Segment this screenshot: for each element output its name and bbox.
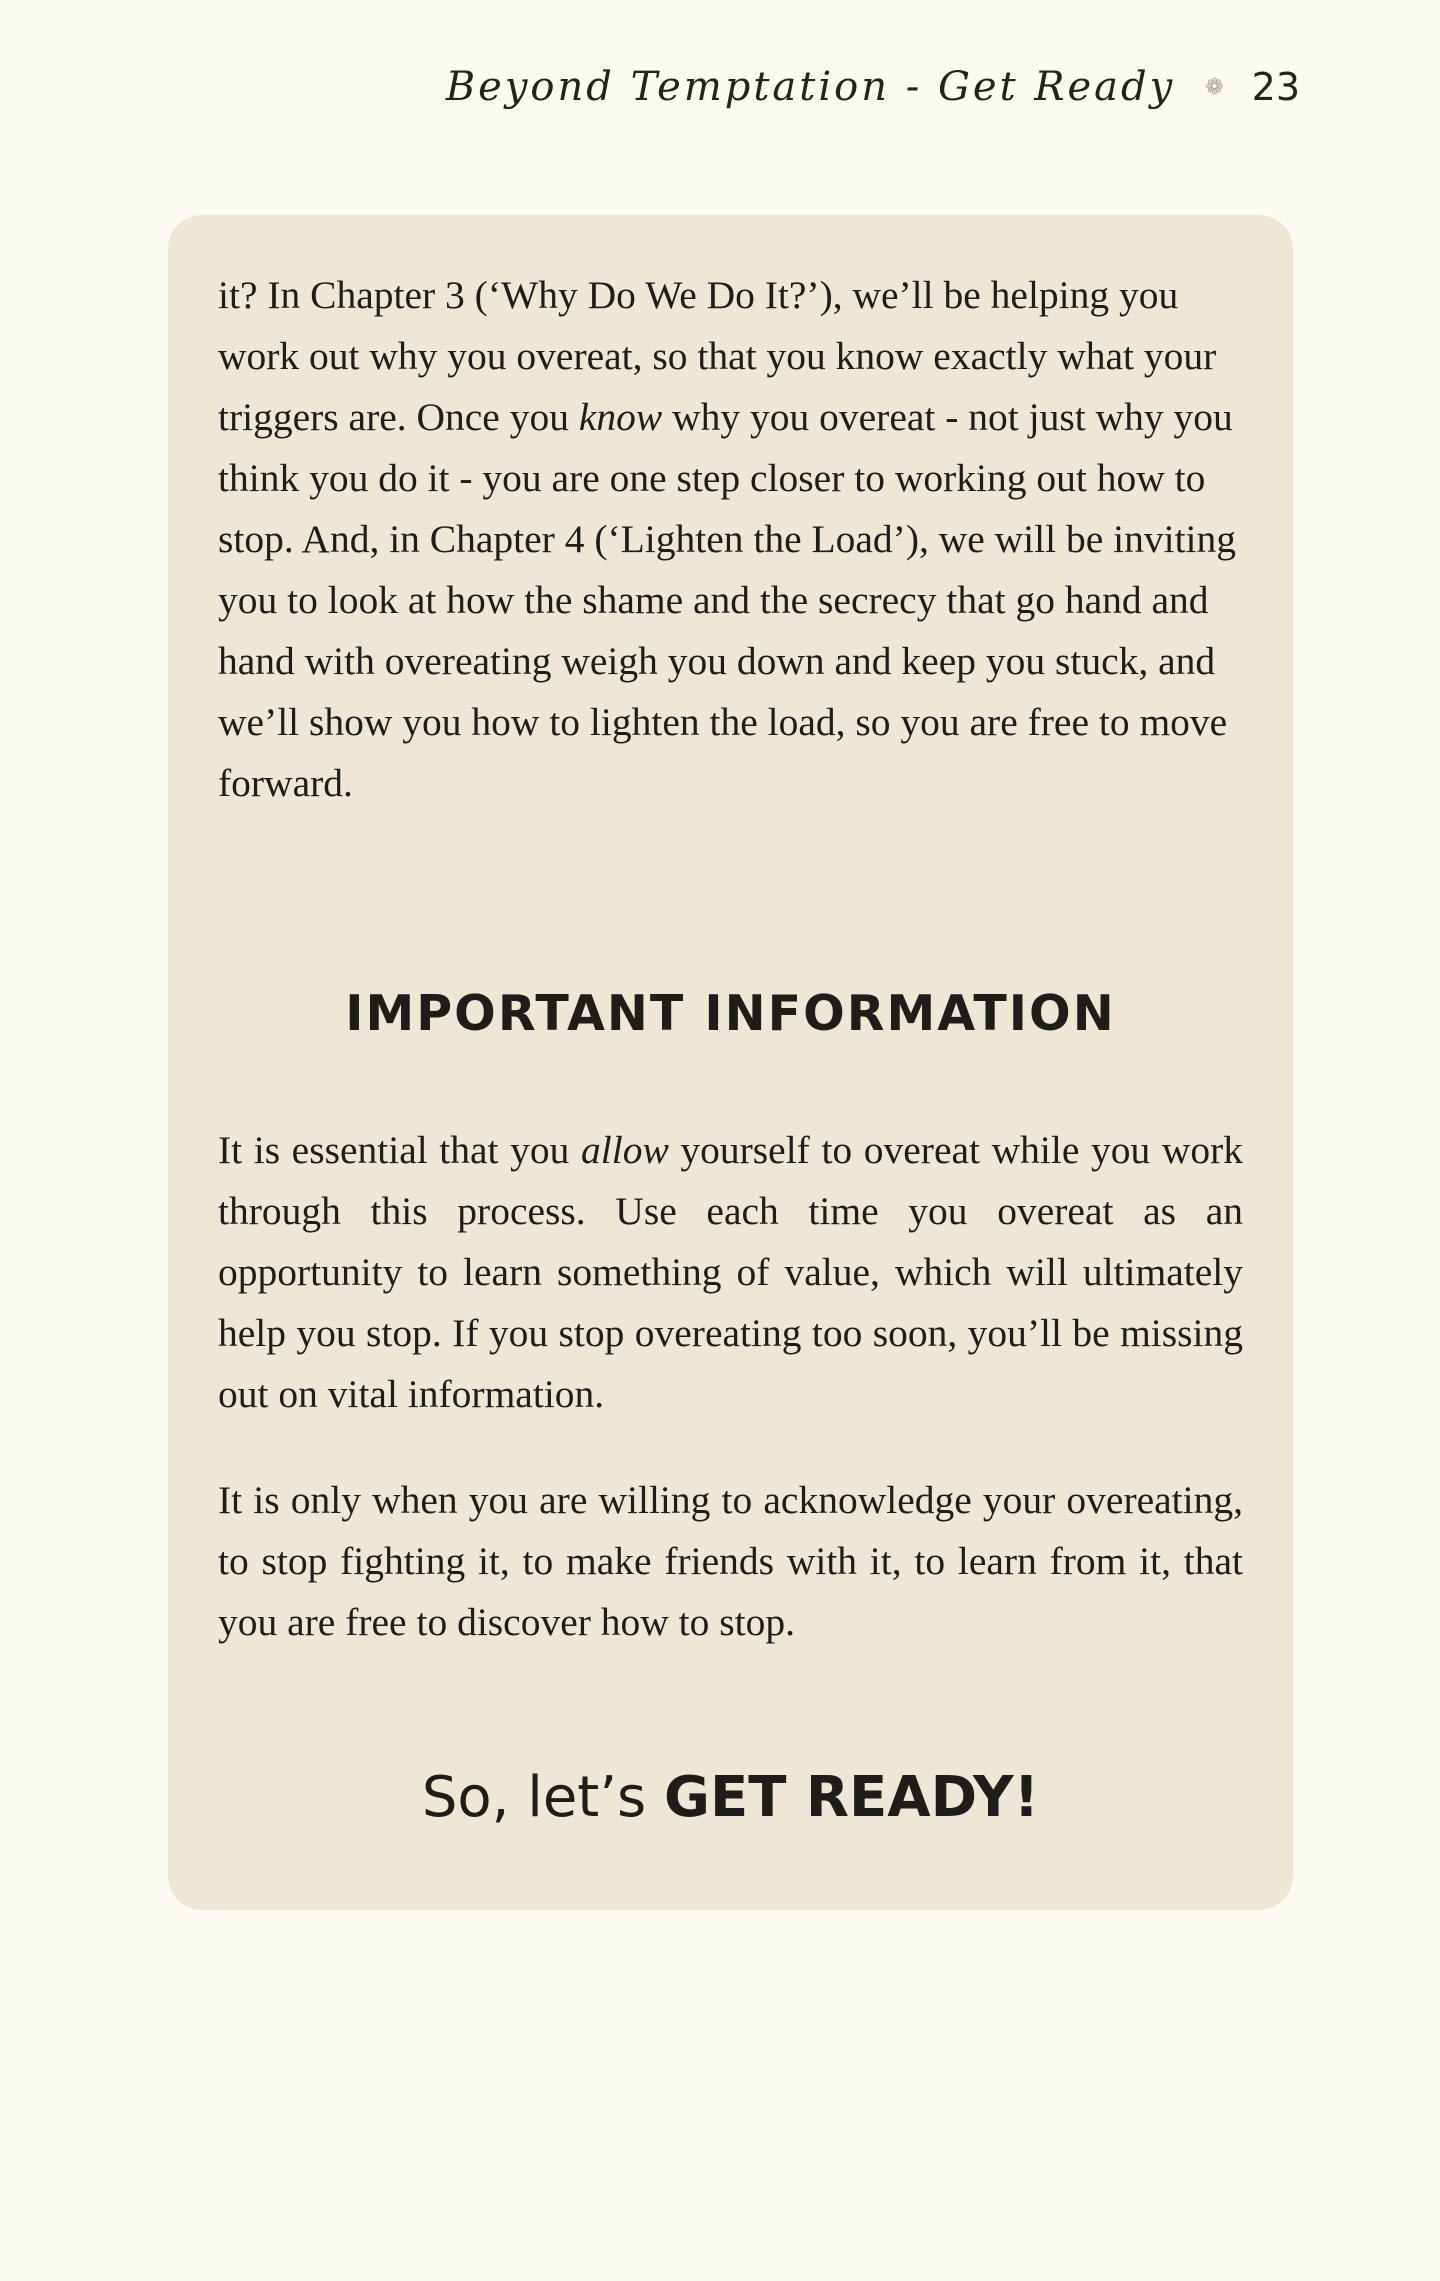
body-paragraph-1 — [218, 265, 1243, 814]
emphasis-text: allow — [581, 1128, 669, 1172]
emphasis-text: know — [578, 395, 663, 439]
page-number: 23 — [1251, 65, 1300, 109]
running-title: Beyond Temptation - Get Ready — [445, 64, 1176, 110]
closing-line — [168, 1765, 1293, 1830]
body-paragraph-2 — [218, 1120, 1243, 1425]
closing-emphasis: GET READY! — [664, 1765, 1040, 1830]
closing-prefix: So, let’s — [421, 1765, 664, 1830]
body-paragraph-3: It is only when you are willing to acknowledge your overeating, to stop fighting it, to make friends with it, to learn from it, that you are free to discover how to stop. — [218, 1478, 1243, 1644]
page-header — [446, 64, 1300, 110]
text-run: yourself to overeat while you work through this process. Use each time you overeat as an opportunity to learn something of value, which will ultimately help you stop. If you stop overeating too soon, you’ll be missing out on vital information. — [218, 1128, 1243, 1416]
section-heading: IMPORTANT INFORMATION — [345, 985, 1116, 1042]
text-run: It is essential that you — [218, 1128, 581, 1172]
flower-ornament-icon: ❁ — [1205, 74, 1224, 100]
text-run: it? In Chapter 3 (‘Why Do We Do It?’), we’ll be helping you work out why you overeat, so that you know exactly what your triggers are. Once you — [218, 273, 1217, 439]
text-run: why you overeat - not just why you think you do it - you are one step closer to working out how to stop. And, in Chapter 4 (‘Lighten the Load’), we will be inviting you to look at how the shame and the secrecy that go hand and hand with overeating weigh you down and keep you stuck, and we’ll show you how to lighten the load, so you are free to move forward. — [218, 395, 1237, 805]
